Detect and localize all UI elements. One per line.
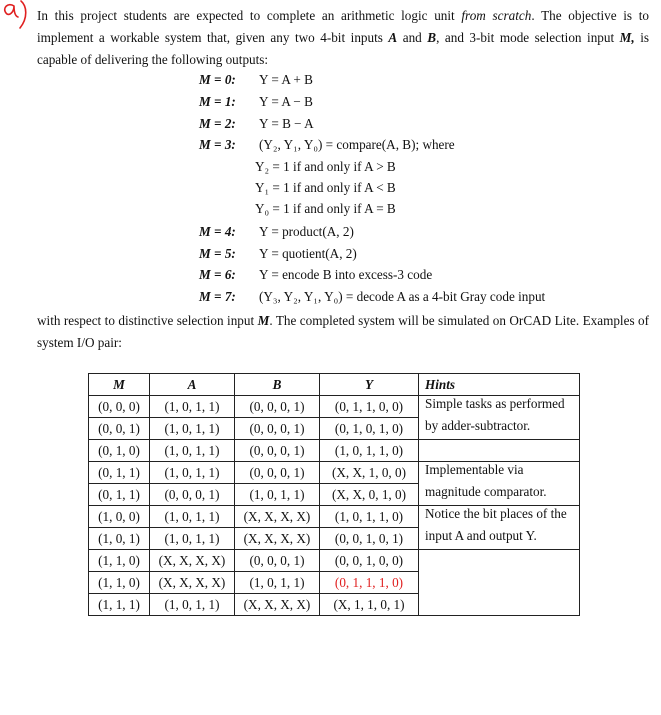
table-cell: (0, 0, 0, 1)	[150, 484, 235, 506]
mode-label: M = 4:	[199, 224, 236, 239]
io-examples-table	[88, 373, 580, 616]
header-a: A	[150, 374, 235, 396]
hint-cell	[419, 594, 580, 616]
table-cell: (1, 0, 1, 1)	[150, 418, 235, 440]
table-cell: (1, 0, 1, 1)	[150, 506, 235, 528]
hint-cell: by adder-subtractor.	[419, 418, 580, 440]
hint-cell: Implementable via	[419, 462, 580, 484]
mode-label: M = 3:	[199, 137, 236, 152]
header-b: B	[235, 374, 320, 396]
table-cell: (0, 0, 0, 1)	[235, 440, 320, 462]
table-cell: (0, 0, 1, 0, 0)	[320, 550, 419, 572]
compare-condition: Y₀ = 1 if and only if A = B	[255, 201, 396, 216]
table-cell: (1, 0, 0)	[89, 506, 150, 528]
table-cell: (0, 0, 0)	[89, 396, 150, 418]
mode-label: M = 1:	[199, 94, 236, 109]
mode-expression: Y = B − A	[259, 116, 314, 131]
table-cell: (1, 0, 1, 1, 0)	[320, 440, 419, 462]
table-row	[89, 440, 580, 462]
table-row	[89, 484, 580, 506]
table-cell: (X, X, X, X)	[150, 550, 235, 572]
table-header-row	[89, 374, 580, 396]
hint-cell: Notice the bit places of the	[419, 506, 580, 528]
table-cell: (0, 0, 1)	[89, 418, 150, 440]
table-row	[89, 550, 580, 572]
table-cell: (0, 1, 0)	[89, 440, 150, 462]
mode-label: M = 0:	[199, 72, 236, 87]
table-cell: (X, X, X, X)	[150, 572, 235, 594]
hint-cell	[419, 440, 580, 462]
table-cell: (0, 0, 1, 0, 1)	[320, 528, 419, 550]
mode-expression: Y = product(A, 2)	[259, 224, 354, 239]
table-cell: (0, 1, 1)	[89, 462, 150, 484]
table-cell: (1, 0, 1, 1)	[235, 572, 320, 594]
table-cell: (X, 1, 1, 0, 1)	[320, 594, 419, 616]
hint-cell	[419, 550, 580, 572]
outro-paragraph: with respect to distinctive selection input M. The completed system will be simulated on OrCAD Lite. Examples of system I/O pair:	[37, 313, 650, 350]
mode-expression: (Y₃, Y₂, Y₁, Y₀) = decode A as a 4-bit Gray code input	[259, 289, 546, 304]
table-cell: (1, 1, 0)	[89, 550, 150, 572]
table-cell: (1, 0, 1)	[89, 528, 150, 550]
table-row	[89, 528, 580, 550]
table-row	[89, 462, 580, 484]
table-row	[89, 594, 580, 616]
table-row	[89, 572, 580, 594]
handwritten-part-label	[0, 0, 34, 30]
table-cell: (X, X, 0, 1, 0)	[320, 484, 419, 506]
mode-expression: (Y₂, Y₁, Y₀) = compare(A, B); where	[259, 137, 455, 152]
table-cell: (1, 1, 0)	[89, 572, 150, 594]
intro-paragraph: In this project students are expected to complete an arithmetic logic unit from scratch. The objective is to implement a workable system that, given any two 4-bit inputs A and B, and 3-bit mode selection input M, is capable of delivering the following outputs:	[37, 8, 649, 67]
mode-expression: Y = quotient(A, 2)	[259, 246, 357, 261]
table-cell: (0, 1, 0, 1, 0)	[320, 418, 419, 440]
hint-cell: magnitude comparator.	[419, 484, 580, 506]
compare-condition: Y₁ = 1 if and only if A < B	[255, 180, 396, 195]
mode-label: M = 6:	[199, 267, 236, 282]
table-cell: (1, 0, 1, 1)	[150, 528, 235, 550]
table-cell: (X, X, 1, 0, 0)	[320, 462, 419, 484]
hint-cell: input A and output Y.	[419, 528, 580, 550]
table-cell: (1, 0, 1, 1)	[150, 396, 235, 418]
table-cell: (1, 0, 1, 1, 0)	[320, 506, 419, 528]
table-cell: (0, 1, 1, 1, 0)	[320, 572, 419, 594]
table-cell: (X, X, X, X)	[235, 506, 320, 528]
header-hints: Hints	[419, 374, 580, 396]
hint-cell	[419, 572, 580, 594]
mode-label: M = 5:	[199, 246, 236, 261]
hint-cell: Simple tasks as performed	[419, 396, 580, 418]
table-row	[89, 506, 580, 528]
table-cell: (X, X, X, X)	[235, 528, 320, 550]
table-cell: (0, 0, 0, 1)	[235, 418, 320, 440]
table-cell: (X, X, X, X)	[235, 594, 320, 616]
table-row	[89, 418, 580, 440]
table-cell: (0, 0, 0, 1)	[235, 396, 320, 418]
table-cell: (0, 1, 1)	[89, 484, 150, 506]
mode-expression: Y = encode B into excess-3 code	[259, 267, 433, 282]
table-cell: (1, 0, 1, 1)	[150, 440, 235, 462]
table-cell: (0, 0, 0, 1)	[235, 550, 320, 572]
table-cell: (1, 0, 1, 1)	[235, 484, 320, 506]
table-row	[89, 396, 580, 418]
mode-label: M = 7:	[199, 289, 236, 304]
table-cell: (1, 0, 1, 1)	[150, 594, 235, 616]
table-cell: (0, 0, 0, 1)	[235, 462, 320, 484]
table-cell: (0, 1, 1, 0, 0)	[320, 396, 419, 418]
mode-expression: Y = A − B	[259, 94, 313, 109]
table-cell: (1, 0, 1, 1)	[150, 462, 235, 484]
table-cell: (1, 1, 1)	[89, 594, 150, 616]
header-m: M	[89, 374, 150, 396]
mode-expression: Y = A + B	[259, 72, 313, 87]
compare-condition: Y₂ = 1 if and only if A > B	[255, 159, 396, 174]
header-y: Y	[320, 374, 419, 396]
mode-label: M = 2:	[199, 116, 236, 131]
